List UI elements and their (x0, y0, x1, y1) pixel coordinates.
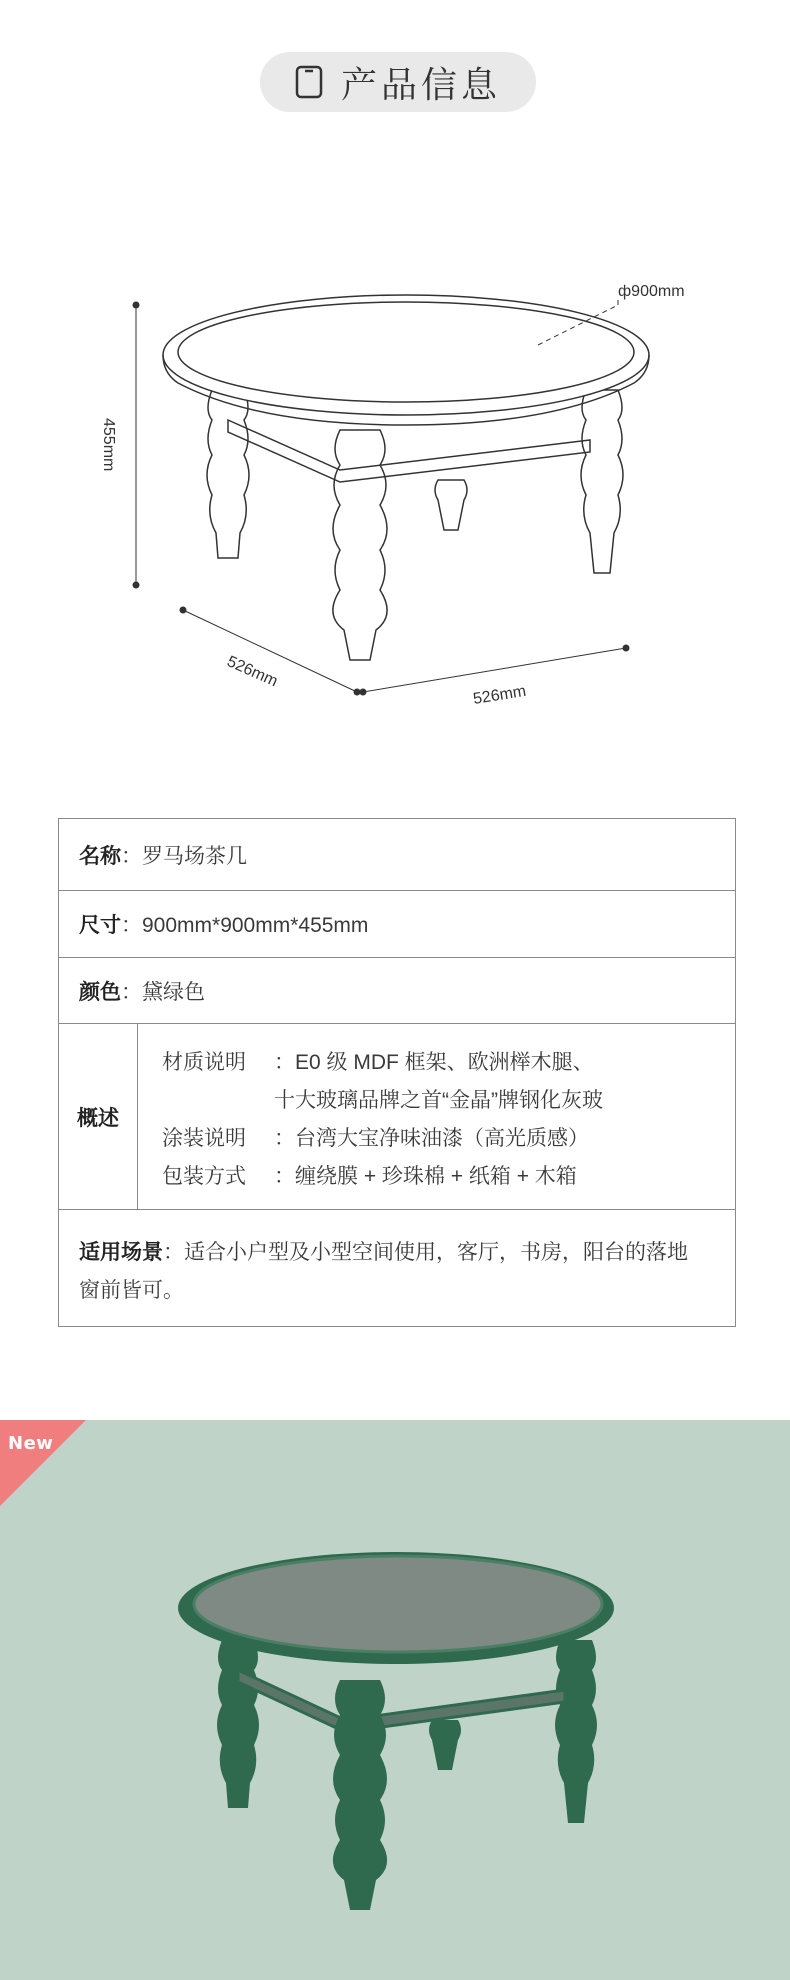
spec-value: ：罗马场茶几 (121, 844, 247, 868)
depth-label: 526mm (224, 653, 281, 691)
spec-row-usage (59, 1210, 735, 1326)
leg-rear-center (435, 480, 467, 530)
diameter-label: ф900mm (618, 283, 685, 300)
leg-back-left (207, 390, 249, 558)
photo-leg-front (333, 1680, 387, 1910)
overview-key: 包装方式 (162, 1165, 246, 1188)
spec-row-name (59, 819, 735, 891)
spec-key: 颜色 (79, 980, 121, 1004)
lower-shelf (228, 420, 590, 482)
spec-key: 适用场景 (79, 1241, 163, 1264)
spec-row-size (59, 891, 735, 958)
overview-material (162, 1044, 603, 1082)
overview-label: 概述 (59, 1024, 138, 1209)
photo-leg-back-right (555, 1640, 597, 1823)
overview-body (138, 1024, 603, 1209)
spec-key: 名称 (79, 844, 121, 868)
overview-finish (162, 1120, 603, 1158)
spec-value: ：适合小户型及小型空间使用，客厅，书房，阳台的落地窗前皆可。 (79, 1241, 688, 1302)
phone-icon (295, 65, 323, 99)
spec-value: ：黛绿色 (121, 980, 205, 1004)
header-title: 产品信息 (340, 63, 501, 105)
overview-value: ：E0 级 MDF 框架、欧洲榉木腿、 (274, 1051, 594, 1074)
overview-value: ：缠绕膜 + 珍珠棉 + 纸箱 + 木箱 (274, 1165, 577, 1188)
leg-back-right (581, 390, 623, 573)
spec-table (58, 818, 736, 1327)
section-header (260, 52, 536, 112)
spec-value: ：900mm*900mm*455mm (121, 914, 369, 937)
overview-material-cont: 十大玻璃品牌之首“金晶”牌钢化灰玻 (274, 1089, 603, 1112)
photo-leg-rear-center (429, 1720, 461, 1770)
tabletop-rim (163, 295, 649, 415)
spec-row-color (59, 958, 735, 1024)
product-photo (0, 1420, 790, 1980)
photo-leg-back-left (217, 1640, 259, 1808)
new-badge-label: New (8, 1433, 54, 1454)
photo-lower-shelf (238, 1670, 565, 1732)
overview-key: 材质说明 (162, 1051, 246, 1074)
spec-key: 尺寸 (79, 914, 121, 937)
overview-packaging (162, 1158, 603, 1196)
leg-front (333, 430, 387, 660)
height-label: 455mm (100, 418, 117, 472)
dimension-drawing (0, 270, 790, 710)
spec-row-overview (59, 1024, 735, 1210)
overview-value: ：台湾大宝净味油漆（高光质感） (274, 1127, 589, 1150)
width-label: 526mm (471, 682, 528, 708)
overview-key: 涂装说明 (162, 1127, 246, 1150)
coffee-table-illustration (0, 1420, 790, 1980)
